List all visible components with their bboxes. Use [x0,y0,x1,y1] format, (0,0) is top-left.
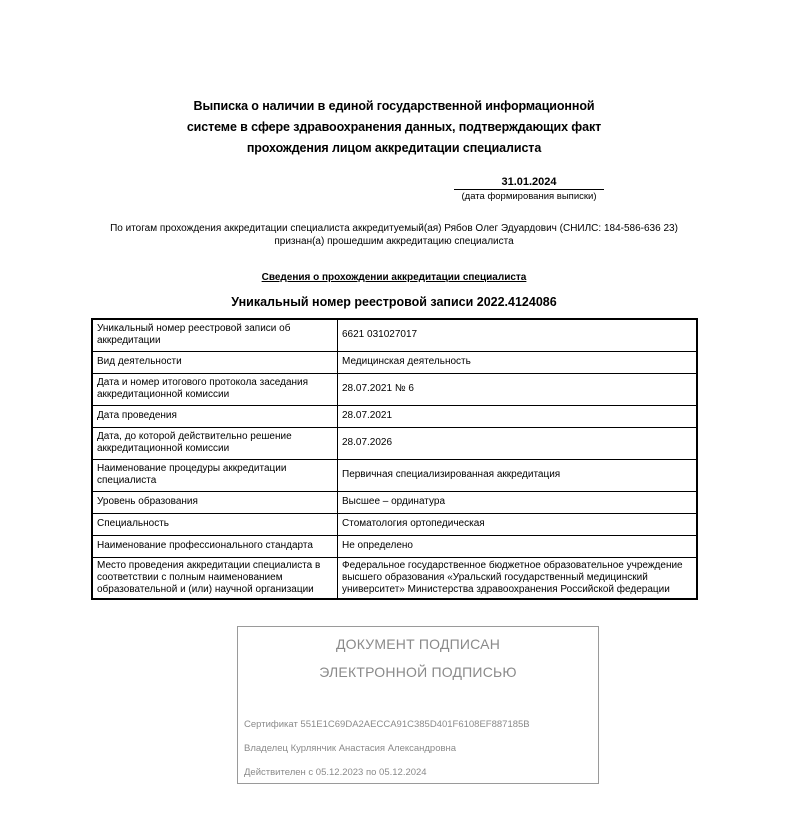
table-key: Место проведения аккредитации специалиста в соответствии с полным наименованием образовательной и (или) научной организации [92,557,338,599]
table-key: Дата и номер итогового протокола заседания аккредитационной комиссии [92,373,338,405]
record-number-title: Уникальный номер реестровой записи 2022.4124086 [231,295,557,309]
table-row [92,535,697,557]
document-title [150,96,638,159]
certificate-number: Сертификат 551E1C69DA2AECCA91C385D401F6108EF887185B [244,719,530,730]
intro-text [90,222,698,248]
table-key: Специальность [92,513,338,535]
table-key: Наименование процедуры аккредитации специалиста [92,459,338,491]
table-key: Дата проведения [92,405,338,427]
certificate-owner: Владелец Курлянчик Анастасия Александровна [244,743,457,754]
accreditation-table [91,318,698,600]
table-row [92,459,697,491]
table-value: 28.07.2026 [338,427,698,459]
table-key: Наименование профессионального стандарта [92,535,338,557]
title-line: прохождения лицом аккредитации специалиста [246,141,542,155]
certificate-validity: Действителен с 05.12.2023 по 05.12.2024 [244,767,427,778]
table-row [92,405,697,427]
title-line: системе в сфере здравоохранения данных, подтверждающих факт [186,120,602,134]
issue-date: 31.01.2024 [454,176,604,190]
intro-line: По итогам прохождения аккредитации специалиста аккредитуемый(ая) Рябов Олег Эдуардович (СНИЛС: 184-586-636 23) [110,223,678,234]
table-value: Федеральное государственное бюджетное образовательное учреждение высшего образования «Уральский государственный медицинский университет» Министерства здравоохранения Российской федерации [338,557,698,599]
table-value: 28.07.2021 [338,405,698,427]
stamp-subheading: ЭЛЕКТРОННОЙ ПОДПИСЬЮ [319,664,517,680]
table-value: Первичная специализированная аккредитация [338,459,698,491]
table-row [92,491,697,513]
table-row [92,351,697,373]
table-value: Не определено [338,535,698,557]
table-value: Высшее – ординатура [338,491,698,513]
electronic-signature-stamp [237,626,599,784]
issue-date-caption: (дата формирования выписки) [461,191,597,202]
title-line: Выписка о наличии в единой государственной информационной [193,99,595,113]
table-key: Вид деятельности [92,351,338,373]
table-value: 28.07.2021 № 6 [338,373,698,405]
table-key: Уникальный номер реестровой записи об аккредитации [92,319,338,351]
table-key: Уровень образования [92,491,338,513]
table-row [92,557,697,599]
table-row [92,319,697,351]
table-key: Дата, до которой действительно решение аккредитационной комиссии [92,427,338,459]
table-value: Медицинская деятельность [338,351,698,373]
table-value: 6621 031027017 [338,319,698,351]
table-value: Стоматология ортопедическая [338,513,698,535]
table-row [92,513,697,535]
stamp-heading: ДОКУМЕНТ ПОДПИСАН [335,636,501,652]
date-block [452,176,606,203]
intro-line: признан(а) прошедшим аккредитацию специалиста [274,236,514,247]
section-title: Сведения о прохождении аккредитации специалиста [261,272,527,283]
table-row [92,427,697,459]
table-row [92,373,697,405]
